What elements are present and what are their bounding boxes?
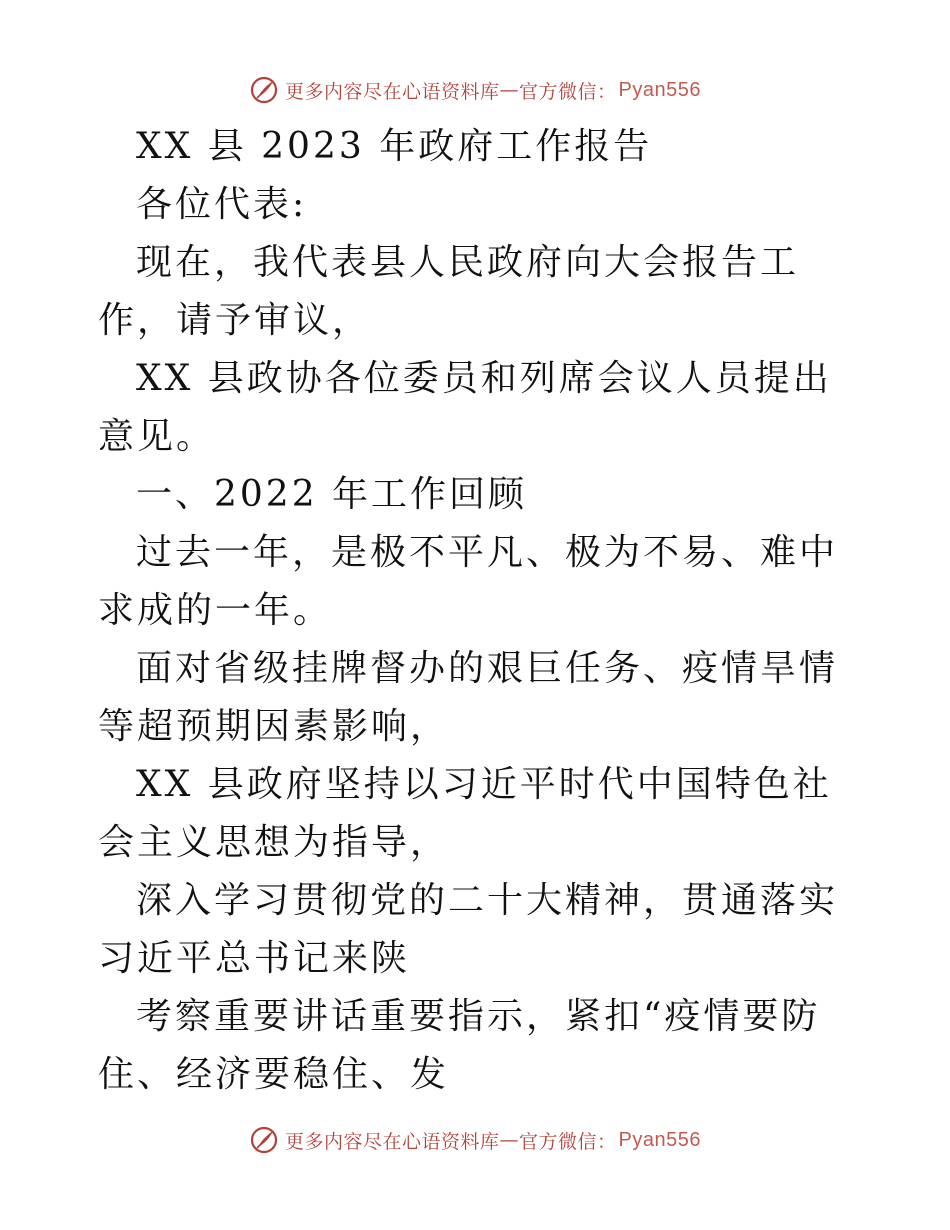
paragraph: 面对省级挂牌督办的艰巨任务、疫情旱情等超预期因素影响，	[98, 648, 839, 747]
banner-wechat-label: 官方微信：	[519, 1130, 617, 1153]
quill-pen-logo-icon	[249, 1125, 279, 1155]
salutation: 各位代表:	[136, 184, 308, 225]
paragraph: 深入学习贯彻党的二十大精神，贯通落实习近平总书记来陕	[98, 880, 839, 979]
paragraph: 考察重要讲话重要指示，紧扣“疫情要防住、经济要稳住、发	[98, 996, 821, 1095]
banner-text: 更多内容尽在心语资料库	[285, 1130, 500, 1153]
paragraph: XX 县政协各位委员和列席会议人员提出意见。	[98, 358, 832, 457]
document-title: XX 县 2023 年政府工作报告	[136, 126, 653, 167]
banner-wechat-id: Pyan556	[618, 1128, 701, 1151]
banner-separator: —	[499, 1129, 520, 1151]
banner-separator: —	[499, 79, 520, 101]
paragraph: 现在，我代表县人民政府向大会报告工作，请予审议，	[98, 242, 800, 341]
header-banner	[0, 70, 950, 110]
section-heading: 一、2022 年工作回顾	[136, 474, 528, 515]
paragraph: XX 县政府坚持以习近平时代中国特色社会主义思想为指导，	[98, 764, 832, 863]
document-body	[98, 118, 858, 1104]
banner-wechat-id: Pyan556	[618, 78, 701, 101]
footer-banner	[0, 1120, 950, 1160]
banner-text: 更多内容尽在心语资料库	[285, 80, 500, 103]
paragraph: 过去一年，是极不平凡、极为不易、难中求成的一年。	[98, 532, 839, 631]
quill-pen-logo-icon	[249, 75, 279, 105]
banner-wechat-label: 官方微信：	[519, 80, 617, 103]
